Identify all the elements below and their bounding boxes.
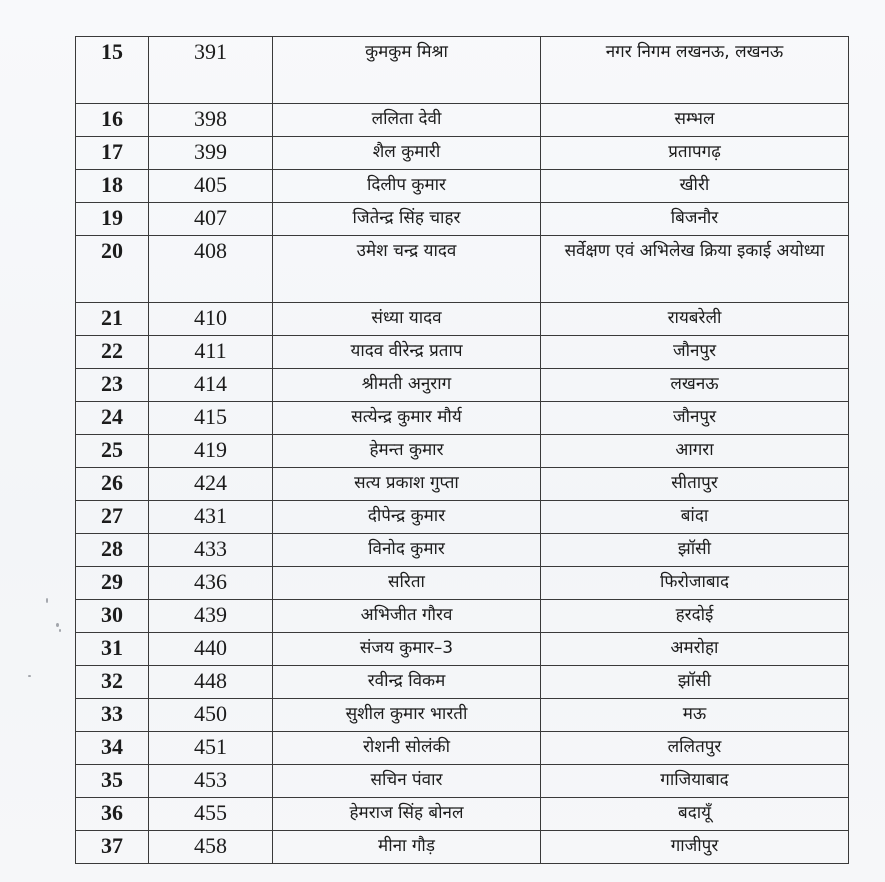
table-row — [76, 37, 849, 104]
code-cell: 407 — [149, 203, 273, 236]
table-row — [76, 699, 849, 732]
posting-place-cell: बिजनौर — [541, 203, 849, 236]
posting-place-cell: अमरोहा — [541, 633, 849, 666]
posting-place-cell: नगर निगम लखनऊ, लखनऊ — [541, 37, 849, 104]
name-cell: यादव वीरेन्द्र प्रताप — [273, 336, 541, 369]
name-cell: अभिजीत गौरव — [273, 600, 541, 633]
serial-number-cell: 37 — [76, 831, 149, 864]
serial-number-cell: 35 — [76, 765, 149, 798]
name-cell: सुशील कुमार भारती — [273, 699, 541, 732]
posting-place-cell: झॉसी — [541, 666, 849, 699]
code-cell: 455 — [149, 798, 273, 831]
code-cell: 399 — [149, 137, 273, 170]
table-row — [76, 137, 849, 170]
name-cell: हेमन्त कुमार — [273, 435, 541, 468]
code-cell: 440 — [149, 633, 273, 666]
table-row — [76, 170, 849, 203]
code-cell: 391 — [149, 37, 273, 104]
serial-number-cell: 28 — [76, 534, 149, 567]
name-cell: कुमकुम मिश्रा — [273, 37, 541, 104]
posting-place-cell: ललितपुर — [541, 732, 849, 765]
serial-number-cell: 23 — [76, 369, 149, 402]
code-cell: 450 — [149, 699, 273, 732]
name-cell: शैल कुमारी — [273, 137, 541, 170]
code-cell: 458 — [149, 831, 273, 864]
serial-number-cell: 22 — [76, 336, 149, 369]
serial-number-cell: 19 — [76, 203, 149, 236]
table-row — [76, 402, 849, 435]
code-cell: 448 — [149, 666, 273, 699]
code-cell: 410 — [149, 303, 273, 336]
table-row — [76, 236, 849, 303]
scan-speck — [28, 675, 31, 677]
serial-number-cell: 26 — [76, 468, 149, 501]
table-body — [76, 37, 849, 864]
serial-number-cell: 32 — [76, 666, 149, 699]
table-row — [76, 633, 849, 666]
posting-place-cell: गाजीपुर — [541, 831, 849, 864]
name-cell: सचिन पंवार — [273, 765, 541, 798]
code-cell: 451 — [149, 732, 273, 765]
code-cell: 431 — [149, 501, 273, 534]
posting-place-cell: लखनऊ — [541, 369, 849, 402]
serial-number-cell: 15 — [76, 37, 149, 104]
serial-number-cell: 27 — [76, 501, 149, 534]
serial-number-cell: 17 — [76, 137, 149, 170]
serial-number-cell: 33 — [76, 699, 149, 732]
table-row — [76, 336, 849, 369]
serial-number-cell: 36 — [76, 798, 149, 831]
name-cell: दीपेन्द्र कुमार — [273, 501, 541, 534]
name-cell: सरिता — [273, 567, 541, 600]
table-row — [76, 104, 849, 137]
name-cell: मीना गौड़ — [273, 831, 541, 864]
employee-transfer-table — [75, 36, 849, 864]
code-cell: 453 — [149, 765, 273, 798]
table-row — [76, 468, 849, 501]
name-cell: सत्येन्द्र कुमार मौर्य — [273, 402, 541, 435]
posting-place-cell: सर्वेक्षण एवं अभिलेख क्रिया इकाई अयोध्या — [541, 236, 849, 303]
name-cell: सत्य प्रकाश गुप्ता — [273, 468, 541, 501]
posting-place-cell: हरदोई — [541, 600, 849, 633]
posting-place-cell: सीतापुर — [541, 468, 849, 501]
serial-number-cell: 24 — [76, 402, 149, 435]
table-row — [76, 732, 849, 765]
scan-speck — [46, 598, 48, 603]
code-cell: 436 — [149, 567, 273, 600]
scan-speck — [56, 623, 59, 627]
table-row — [76, 369, 849, 402]
name-cell: विनोद कुमार — [273, 534, 541, 567]
scan-speck — [59, 629, 61, 632]
posting-place-cell: खीरी — [541, 170, 849, 203]
name-cell: दिलीप कुमार — [273, 170, 541, 203]
table-row — [76, 666, 849, 699]
table-row — [76, 203, 849, 236]
posting-place-cell: बदायूँ — [541, 798, 849, 831]
name-cell: श्रीमती अनुराग — [273, 369, 541, 402]
table-row — [76, 567, 849, 600]
code-cell: 405 — [149, 170, 273, 203]
posting-place-cell: फिरोजाबाद — [541, 567, 849, 600]
code-cell: 408 — [149, 236, 273, 303]
code-cell: 411 — [149, 336, 273, 369]
posting-place-cell: बांदा — [541, 501, 849, 534]
posting-place-cell: जौनपुर — [541, 336, 849, 369]
posting-place-cell: झॉसी — [541, 534, 849, 567]
serial-number-cell: 16 — [76, 104, 149, 137]
posting-place-cell: जौनपुर — [541, 402, 849, 435]
table-row — [76, 435, 849, 468]
name-cell: रवीन्द्र विकम — [273, 666, 541, 699]
table-row — [76, 798, 849, 831]
posting-place-cell: आगरा — [541, 435, 849, 468]
table-row — [76, 765, 849, 798]
posting-place-cell: गाजियाबाद — [541, 765, 849, 798]
name-cell: जितेन्द्र सिंह चाहर — [273, 203, 541, 236]
table-row — [76, 501, 849, 534]
code-cell: 419 — [149, 435, 273, 468]
serial-number-cell: 18 — [76, 170, 149, 203]
name-cell: रोशनी सोलंकी — [273, 732, 541, 765]
serial-number-cell: 31 — [76, 633, 149, 666]
code-cell: 398 — [149, 104, 273, 137]
name-cell: संध्या यादव — [273, 303, 541, 336]
serial-number-cell: 29 — [76, 567, 149, 600]
posting-place-cell: सम्भल — [541, 104, 849, 137]
table-row — [76, 303, 849, 336]
serial-number-cell: 21 — [76, 303, 149, 336]
table-row — [76, 831, 849, 864]
serial-number-cell: 34 — [76, 732, 149, 765]
name-cell: संजय कुमार–3 — [273, 633, 541, 666]
code-cell: 439 — [149, 600, 273, 633]
serial-number-cell: 20 — [76, 236, 149, 303]
serial-number-cell: 30 — [76, 600, 149, 633]
name-cell: हेमराज सिंह बोनल — [273, 798, 541, 831]
name-cell: उमेश चन्द्र यादव — [273, 236, 541, 303]
name-cell: ललिता देवी — [273, 104, 541, 137]
code-cell: 433 — [149, 534, 273, 567]
posting-place-cell: प्रतापगढ़ — [541, 137, 849, 170]
posting-place-cell: रायबरेली — [541, 303, 849, 336]
table-row — [76, 600, 849, 633]
serial-number-cell: 25 — [76, 435, 149, 468]
table-row — [76, 534, 849, 567]
code-cell: 415 — [149, 402, 273, 435]
posting-place-cell: मऊ — [541, 699, 849, 732]
code-cell: 414 — [149, 369, 273, 402]
code-cell: 424 — [149, 468, 273, 501]
